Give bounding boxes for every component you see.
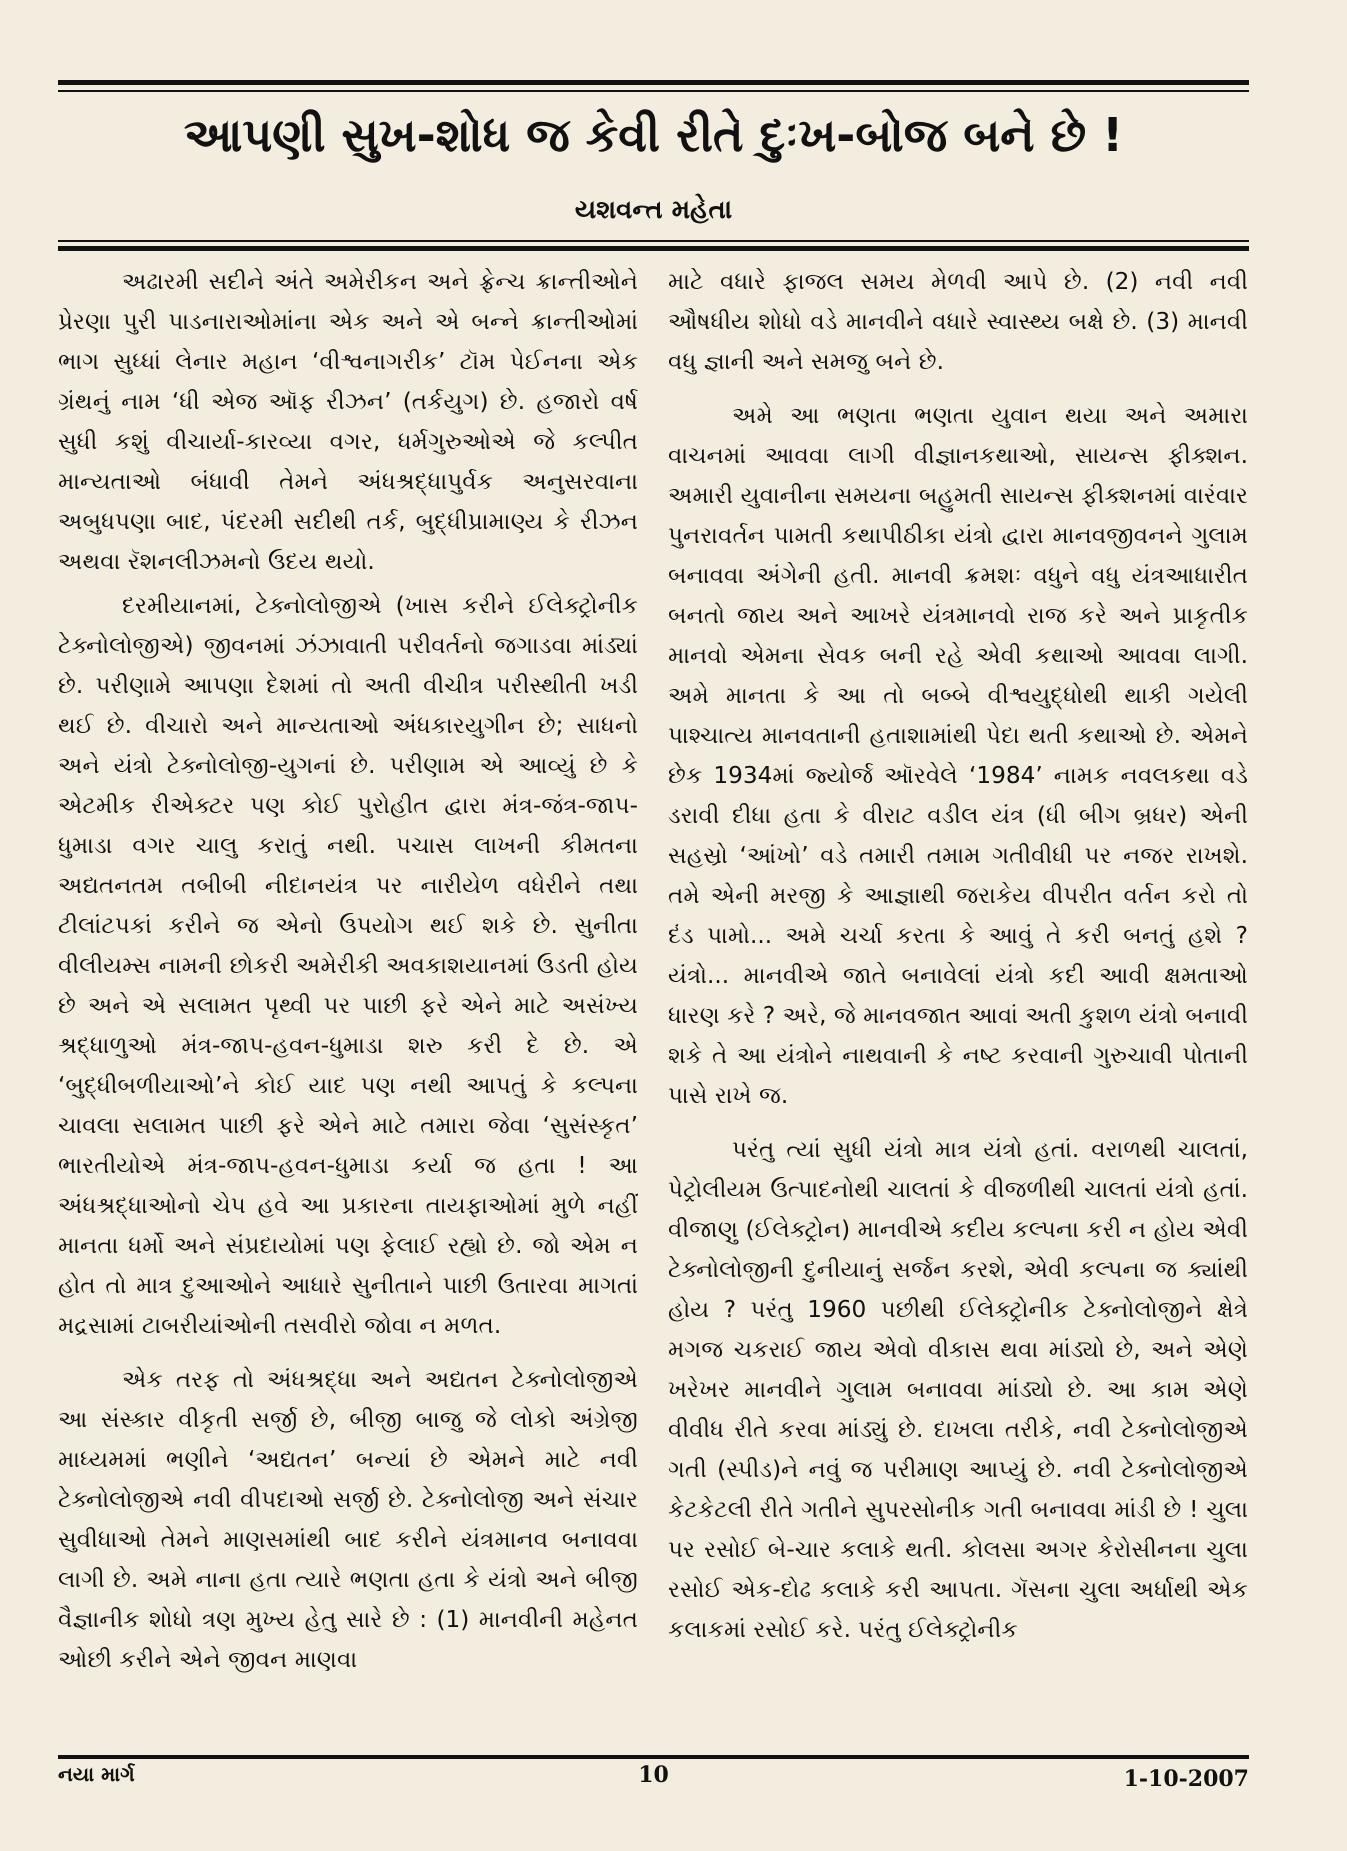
issue-date: 1-10-2007 [1123,1766,1249,1792]
page-footer [58,1762,1249,1792]
header-rule-thick [58,246,1249,251]
top-rule-thick [58,80,1249,85]
right-paragraph-3: પરંતુ ત્યાં સુધી યંત્રો માત્ર યંત્રો હતાં. વરાળથી ચાલતાં, પેટ્રોલીયમ ઉત્પાદનોથી ચાલતાં કે વીજળીથી ચાલતાં યંત્રો હતાં. વીજાણુ (ઈલેક્ટ્રોન) માનવીએ કદીય કલ્પના કરી ન હોય એવી ટેક્નોલોજીની દુનીયાનું સર્જન કરશે, એવી કલ્પના જ ક્યાંથી હોય ? પરંતુ 1960 પછીથી ઈલેક્ટ્રોનીક ટેક્નોલોજીને ક્ષેત્રે મગજ ચકરાઈ જાય એવો વીકાસ થવા માંડ્યો છે, અને એણે ખરેખર માનવીને ગુલામ બનાવવા માંડ્યો છે. આ કામ એણે વીવીધ રીતે કરવા માંડ્યું છે. દાખલા તરીકે, નવી ટેક્નોલોજીએ ગતી (સ્પીડ)ને નવું જ પરીમાણ આપ્યું છે. નવી ટેક્નોલોજીએ કેટકેટલી રીતે ગતીને સુપરસોનીક ગતી બનાવવા માંડી છે ! ચુલા પર રસોઈ બે-ચાર કલાકે થતી. કોલસા અગર કેરોસીનના ચુલા રસોઈ એક-દોઢ કલાકે કરી આપતા. ગૅસના ચુલા અર્ધાથી એક કલાકમાં રસોઈ કરે. પરંતુ ઈલેક્ટ્રોનીક [668,1136,1248,1643]
publication-name: નયા માર્ગ [58,1762,135,1786]
left-paragraph-2: દરમીયાનમાં, ટેક્નોલોજીએ (ખાસ કરીને ઈલેક્ટ્રોનીક ટેક્નોલોજીએ) જીવનમાં ઝંઝાવાતી પરીવર્તનો જગાડવા માંડ્યાં છે. પરીણામે આપણા દેશમાં તો અતી વીચીત્ર પરીસ્થીતી ખડી થઈ છે. વીચારો અને માન્યતાઓ અંધકારયુગીન છે; સાધનો અને યંત્રો ટેક્નોલોજી-યુગનાં છે. પરીણામ એ આવ્યું છે કે એટમીક રીએક્ટર પણ કોઈ પુરોહીત દ્વારા મંત્ર-જંત્ર-જાપ- ધુમાડા વગર ચાલુ કરાતું નથી. પચાસ લાખની કીમતના અદ્યતનતમ તબીબી નીદાનયંત્ર પર નારીયેળ વધેરીને તથા ટીલાંટપકાં કરીને જ એનો ઉપયોગ થઈ શકે છે. સુનીતા વીલીયમ્સ નામની છોકરી અમેરીકી અવકાશયાનમાં ઉડતી હોય છે અને એ સલામત પૃથ્વી પર પાછી ફરે એને માટે અસંખ્ય શ્રદ્ધાળુઓ મંત્ર-જાપ-હવન-ધુમાડા શરુ કરી દે છે. એ ‘બુદ્ધીબળીયાઓ’ને કોઈ યાદ પણ નથી આપતું કે કલ્પના ચાવલા સલામત પાછી ફરે એને માટે તમારા જેવા ‘સુસંસ્કૃત’ ભારતીયોએ મંત્ર-જાપ-હવન-ધુમાડા કર્યા જ હતા ! આ અંધશ્રદ્ધાઓનો ચેપ હવે આ પ્રકારના તાયફાઓમાં મુળે નહીં માનતા ધર્મો અને સંપ્રદાયોમાં પણ ફેલાઈ રહ્યો છે. જો એમ ન હોત તો માત્ર દુઆઓને આધારે સુનીતાને પાછી ઉતારવા માગતાં મદ્રસામાં ટાબરીયાંઓની તસવીરો જોવા ન મળત. [58,592,638,1339]
top-rule-thin [58,90,1249,92]
article-author: યશવન્ત મહેતા [574,195,733,225]
left-paragraph-3: એક તરફ તો અંધશ્રદ્ધા અને અદ્યતન ટેક્નોલોજીએ આ સંસ્કાર વીકૃતી સર્જી છે, બીજી બાજુ જે લોકો અંગ્રેજી માધ્યમમાં ભણીને ‘અદ્યતન’ બન્યાં છે એમને માટે નવી ટેક્નોલોજીએ નવી વીપદાઓ સર્જી છે. ટેક્નોલોજી અને સંચાર સુવીધાઓ તેમને માણસમાંથી બાદ કરીને યંત્રમાનવ બનાવવા લાગી છે. અમે નાના હતા ત્યારે ભણતા હતા કે યંત્રો અને બીજી વૈજ્ઞાનીક શોધો ત્રણ મુખ્ય હેતુ સારે છે : (1) માનવીની મહેનત ઓછી કરીને એને જીવન માણવા [58,1366,639,1673]
right-paragraph-2: અમે આ ભણતા ભણતા યુવાન થયા અને અમારા વાચનમાં આવવા લાગી વીજ્ઞાનકથાઓ, સાયન્સ ફીક્શન. અમારી યુવાનીના સમયના બહુમતી સાયન્સ ફીક્શનમાં વારંવાર પુનરાવર્તન પામતી કથાપીઠીકા યંત્રો દ્વારા માનવજીવનને ગુલામ બનાવવા અંગેની હતી. માનવી ક્રમશઃ વધુને વધુ યંત્રઆધારીત બનતો જાય અને આખરે યંત્રમાનવો રાજ કરે અને પ્રાકૃતીક માનવો એમના સેવક બની રહે એવી કથાઓ આવવા લાગી. અમે માનતા કે આ તો બબ્બે વીશ્વયુદ્ધોથી થાકી ગયેલી પાશ્ચાત્ય માનવતાની હતાશામાંથી પેદા થતી કથાઓ છે. એમને છેક 1934માં જ્યોર્જ ઑરવેલે ‘1984’ નામક નવલકથા વડે ડરાવી દીધા હતા કે વીરાટ વડીલ યંત્ર (ધી બીગ બ્રધર) એની સહસ્રો ‘આંખો’ વડે તમારી તમામ ગતીવીધી પર નજર રાખશે. તમે એની મરજી કે આજ્ઞાથી જરાકેય વીપરીત વર્તન કરો તો દંડ પામો... અમે ચર્ચા કરતા કે આવું તે કરી બનતું હશે ? યંત્રો... માનવીએ જાતે બનાવેલાં યંત્રો કદી આવી ક્ષમતાઓ ધારણ કરે ? અરે, જે માનવજાત આવાં અતી કુશળ યંત્રો બનાવી શકે તે આ યંત્રોને નાથવાની કે નષ્ટ કરવાની ગુરુચાવી પોતાની પાસે રાખે જ. [668,402,1248,1109]
left-column [58,262,638,1680]
article-title: આપણી સુખ-શોધ જ કેવી રીતે દુઃખ-બોજ બને છે ! [183,108,1124,162]
right-column [668,262,1248,1650]
header-rule-thin [58,240,1249,242]
footer-rule [58,1755,1249,1759]
page-number: 10 [638,1762,669,1788]
right-paragraph-1: માટે વધારે ફાજલ સમય મેળવી આપે છે. (2) નવી નવી ઔષધીય શોધો વડે માનવીને વધારે સ્વાસ્થ્ય બક્ષે છે. (3) માનવી વધુ જ્ઞાની અને સમજુ બને છે. [668,268,1248,375]
left-paragraph-1: અઢારમી સદીને અંતે અમેરીકન અને ફ્રેન્ચ ક્રાન્તીઓને પ્રેરણા પુરી પાડનારાઓમાંના એક અને એ બન્ને ક્રાન્તીઓમાં ભાગ સુધ્ધાં લેનાર મહાન ‘વીશ્વનાગરીક’ ટૉમ પેઈનના એક ગ્રંથનું નામ ‘ધી એજ ઑફ રીઝન’ (તર્કયુગ) છે. હજારો વર્ષ સુધી કશું વીચાર્યા-કારવ્યા વગર, ધર્મગુરુઓએ જે કલ્પીત માન્યતાઓ બંધાવી તેમને અંધશ્રદ્ધાપુર્વક અનુસરવાના અબુધપણા બાદ, પંદરમી સદીથી તર્ક, બુદ્ધીપ્રામાણ્ય કે રીઝન અથવા રૅશનલીઝમનો ઉદય થયો. [58,268,638,575]
